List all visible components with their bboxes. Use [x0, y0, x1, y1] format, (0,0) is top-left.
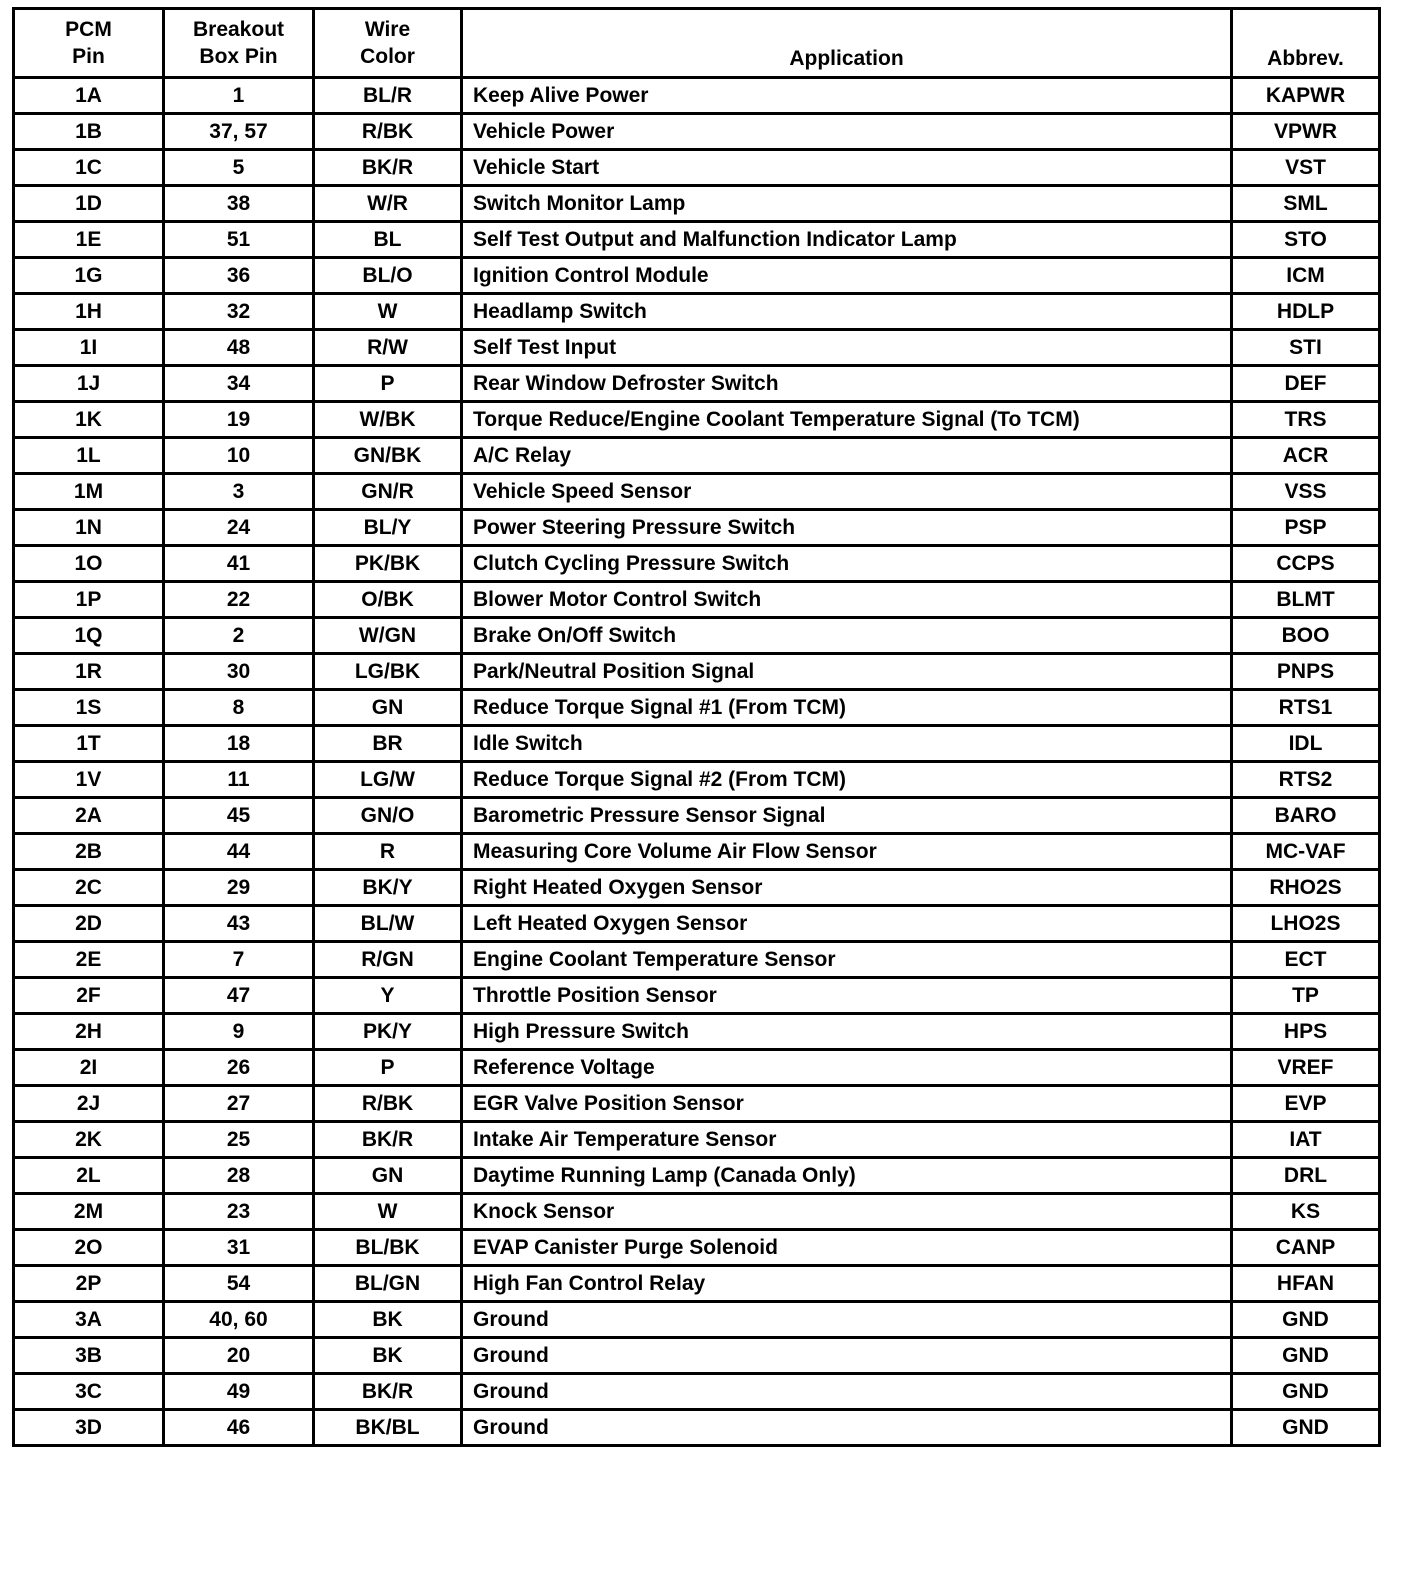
cell-breakout-box-pin: 1 — [164, 78, 314, 114]
table-row — [14, 366, 1380, 402]
cell-breakout-box-pin: 46 — [164, 1410, 314, 1446]
cell-application: EGR Valve Position Sensor — [462, 1086, 1232, 1122]
table-row — [14, 258, 1380, 294]
cell-breakout-box-pin: 32 — [164, 294, 314, 330]
cell-wire-color: W/BK — [314, 402, 462, 438]
table-row — [14, 762, 1380, 798]
header-pcm-pin — [14, 9, 164, 78]
header-wire-color-line1: Wire — [364, 18, 411, 41]
cell-application: Ground — [462, 1302, 1232, 1338]
cell-abbrev: ECT — [1232, 942, 1380, 978]
cell-application: Barometric Pressure Sensor Signal — [462, 798, 1232, 834]
cell-pcm-pin: 1O — [14, 546, 164, 582]
cell-breakout-box-pin: 7 — [164, 942, 314, 978]
cell-wire-color: BK/R — [314, 1122, 462, 1158]
cell-wire-color: P — [314, 1050, 462, 1086]
cell-application: Knock Sensor — [462, 1194, 1232, 1230]
cell-wire-color: BL/BK — [314, 1230, 462, 1266]
cell-breakout-box-pin: 51 — [164, 222, 314, 258]
cell-pcm-pin: 2I — [14, 1050, 164, 1086]
cell-abbrev: RHO2S — [1232, 870, 1380, 906]
cell-wire-color: BL/GN — [314, 1266, 462, 1302]
cell-breakout-box-pin: 25 — [164, 1122, 314, 1158]
table-row — [14, 1014, 1380, 1050]
cell-breakout-box-pin: 31 — [164, 1230, 314, 1266]
cell-abbrev: DRL — [1232, 1158, 1380, 1194]
cell-breakout-box-pin: 44 — [164, 834, 314, 870]
table-row — [14, 1050, 1380, 1086]
cell-pcm-pin: 2C — [14, 870, 164, 906]
cell-pcm-pin: 2H — [14, 1014, 164, 1050]
cell-breakout-box-pin: 38 — [164, 186, 314, 222]
cell-application: Ground — [462, 1410, 1232, 1446]
table-row — [14, 186, 1380, 222]
cell-breakout-box-pin: 47 — [164, 978, 314, 1014]
cell-pcm-pin: 3D — [14, 1410, 164, 1446]
cell-pcm-pin: 3C — [14, 1374, 164, 1410]
cell-abbrev: KS — [1232, 1194, 1380, 1230]
cell-wire-color: GN — [314, 1158, 462, 1194]
cell-application: Keep Alive Power — [462, 78, 1232, 114]
table-row — [14, 1338, 1380, 1374]
table-row — [14, 978, 1380, 1014]
cell-pcm-pin: 1V — [14, 762, 164, 798]
cell-wire-color: BK — [314, 1338, 462, 1374]
header-pcm-pin-line2: Pin — [72, 45, 105, 68]
cell-pcm-pin: 1N — [14, 510, 164, 546]
cell-abbrev: HDLP — [1232, 294, 1380, 330]
cell-application: Reduce Torque Signal #1 (From TCM) — [462, 690, 1232, 726]
cell-breakout-box-pin: 41 — [164, 546, 314, 582]
table-row — [14, 1266, 1380, 1302]
cell-breakout-box-pin: 28 — [164, 1158, 314, 1194]
cell-wire-color: BK/R — [314, 150, 462, 186]
cell-breakout-box-pin: 37, 57 — [164, 114, 314, 150]
cell-pcm-pin: 1H — [14, 294, 164, 330]
cell-wire-color: W/R — [314, 186, 462, 222]
cell-breakout-box-pin: 26 — [164, 1050, 314, 1086]
cell-breakout-box-pin: 45 — [164, 798, 314, 834]
cell-application: Ground — [462, 1338, 1232, 1374]
cell-wire-color: BK/BL — [314, 1410, 462, 1446]
cell-application: Reference Voltage — [462, 1050, 1232, 1086]
table-row — [14, 870, 1380, 906]
cell-abbrev: PNPS — [1232, 654, 1380, 690]
cell-pcm-pin: 2E — [14, 942, 164, 978]
cell-abbrev: GND — [1232, 1410, 1380, 1446]
table-row — [14, 474, 1380, 510]
cell-wire-color: BK/R — [314, 1374, 462, 1410]
cell-abbrev: ICM — [1232, 258, 1380, 294]
table-row — [14, 78, 1380, 114]
cell-application: Reduce Torque Signal #2 (From TCM) — [462, 762, 1232, 798]
cell-abbrev: CANP — [1232, 1230, 1380, 1266]
cell-abbrev: EVP — [1232, 1086, 1380, 1122]
cell-wire-color: O/BK — [314, 582, 462, 618]
cell-application: Ignition Control Module — [462, 258, 1232, 294]
cell-pcm-pin: 1P — [14, 582, 164, 618]
cell-pcm-pin: 2D — [14, 906, 164, 942]
table-row — [14, 330, 1380, 366]
cell-pcm-pin: 3B — [14, 1338, 164, 1374]
cell-pcm-pin: 1G — [14, 258, 164, 294]
cell-abbrev: VST — [1232, 150, 1380, 186]
cell-wire-color: BR — [314, 726, 462, 762]
cell-application: Daytime Running Lamp (Canada Only) — [462, 1158, 1232, 1194]
cell-abbrev: BOO — [1232, 618, 1380, 654]
cell-abbrev: BARO — [1232, 798, 1380, 834]
cell-wire-color: BL/W — [314, 906, 462, 942]
cell-wire-color: W — [314, 294, 462, 330]
header-pcm-pin-line1: PCM — [65, 18, 112, 41]
cell-breakout-box-pin: 8 — [164, 690, 314, 726]
cell-wire-color: BK — [314, 1302, 462, 1338]
table-row — [14, 294, 1380, 330]
cell-pcm-pin: 1S — [14, 690, 164, 726]
cell-pcm-pin: 2M — [14, 1194, 164, 1230]
cell-pcm-pin: 1R — [14, 654, 164, 690]
table-row — [14, 1374, 1380, 1410]
cell-breakout-box-pin: 3 — [164, 474, 314, 510]
cell-application: Park/Neutral Position Signal — [462, 654, 1232, 690]
cell-breakout-box-pin: 49 — [164, 1374, 314, 1410]
header-breakout-box-pin — [164, 9, 314, 78]
cell-abbrev: STO — [1232, 222, 1380, 258]
cell-pcm-pin: 3A — [14, 1302, 164, 1338]
table-row — [14, 1302, 1380, 1338]
cell-application: Blower Motor Control Switch — [462, 582, 1232, 618]
cell-pcm-pin: 2P — [14, 1266, 164, 1302]
cell-application: Vehicle Start — [462, 150, 1232, 186]
cell-application: Right Heated Oxygen Sensor — [462, 870, 1232, 906]
cell-wire-color: R/BK — [314, 1086, 462, 1122]
cell-abbrev: STI — [1232, 330, 1380, 366]
table-row — [14, 618, 1380, 654]
cell-wire-color: R — [314, 834, 462, 870]
cell-wire-color: Y — [314, 978, 462, 1014]
cell-breakout-box-pin: 19 — [164, 402, 314, 438]
cell-application: Idle Switch — [462, 726, 1232, 762]
table-row — [14, 402, 1380, 438]
cell-application: Clutch Cycling Pressure Switch — [462, 546, 1232, 582]
cell-breakout-box-pin: 40, 60 — [164, 1302, 314, 1338]
table-row — [14, 546, 1380, 582]
table-row — [14, 906, 1380, 942]
cell-application: A/C Relay — [462, 438, 1232, 474]
cell-breakout-box-pin: 30 — [164, 654, 314, 690]
cell-pcm-pin: 2F — [14, 978, 164, 1014]
cell-pcm-pin: 1Q — [14, 618, 164, 654]
cell-wire-color: P — [314, 366, 462, 402]
cell-abbrev: RTS1 — [1232, 690, 1380, 726]
cell-breakout-box-pin: 9 — [164, 1014, 314, 1050]
cell-pcm-pin: 1M — [14, 474, 164, 510]
cell-application: Headlamp Switch — [462, 294, 1232, 330]
cell-pcm-pin: 1L — [14, 438, 164, 474]
cell-pcm-pin: 2L — [14, 1158, 164, 1194]
cell-breakout-box-pin: 54 — [164, 1266, 314, 1302]
cell-abbrev: GND — [1232, 1302, 1380, 1338]
cell-wire-color: BL/Y — [314, 510, 462, 546]
pcm-pinout-table-container — [12, 7, 1378, 1447]
cell-abbrev: ACR — [1232, 438, 1380, 474]
table-row — [14, 942, 1380, 978]
cell-wire-color: W — [314, 1194, 462, 1230]
table-row — [14, 726, 1380, 762]
cell-abbrev: PSP — [1232, 510, 1380, 546]
cell-pcm-pin: 1K — [14, 402, 164, 438]
cell-breakout-box-pin: 10 — [164, 438, 314, 474]
table-row — [14, 1410, 1380, 1446]
cell-abbrev: HFAN — [1232, 1266, 1380, 1302]
table-row — [14, 438, 1380, 474]
table-row — [14, 114, 1380, 150]
cell-wire-color: PK/Y — [314, 1014, 462, 1050]
pcm-pinout-table — [12, 7, 1381, 1447]
cell-pcm-pin: 1C — [14, 150, 164, 186]
cell-breakout-box-pin: 24 — [164, 510, 314, 546]
table-row — [14, 582, 1380, 618]
cell-wire-color: R/BK — [314, 114, 462, 150]
cell-wire-color: GN/O — [314, 798, 462, 834]
cell-application: Engine Coolant Temperature Sensor — [462, 942, 1232, 978]
cell-abbrev: BLMT — [1232, 582, 1380, 618]
cell-abbrev: VPWR — [1232, 114, 1380, 150]
table-row — [14, 1158, 1380, 1194]
cell-abbrev: IAT — [1232, 1122, 1380, 1158]
cell-wire-color: W/GN — [314, 618, 462, 654]
cell-breakout-box-pin: 11 — [164, 762, 314, 798]
cell-abbrev: TP — [1232, 978, 1380, 1014]
table-body — [14, 78, 1380, 1446]
cell-breakout-box-pin: 18 — [164, 726, 314, 762]
cell-application: Measuring Core Volume Air Flow Sensor — [462, 834, 1232, 870]
cell-wire-color: R/GN — [314, 942, 462, 978]
cell-pcm-pin: 2J — [14, 1086, 164, 1122]
cell-pcm-pin: 2B — [14, 834, 164, 870]
table-row — [14, 690, 1380, 726]
cell-breakout-box-pin: 29 — [164, 870, 314, 906]
cell-abbrev: GND — [1232, 1374, 1380, 1410]
table-row — [14, 654, 1380, 690]
table-row — [14, 222, 1380, 258]
cell-abbrev: LHO2S — [1232, 906, 1380, 942]
cell-application: Self Test Input — [462, 330, 1232, 366]
cell-abbrev: SML — [1232, 186, 1380, 222]
table-row — [14, 1194, 1380, 1230]
cell-application: High Pressure Switch — [462, 1014, 1232, 1050]
cell-breakout-box-pin: 34 — [164, 366, 314, 402]
cell-breakout-box-pin: 2 — [164, 618, 314, 654]
table-row — [14, 150, 1380, 186]
cell-pcm-pin: 2O — [14, 1230, 164, 1266]
cell-abbrev: HPS — [1232, 1014, 1380, 1050]
table-row — [14, 798, 1380, 834]
cell-wire-color: GN/BK — [314, 438, 462, 474]
cell-application: Left Heated Oxygen Sensor — [462, 906, 1232, 942]
cell-pcm-pin: 1J — [14, 366, 164, 402]
cell-abbrev: IDL — [1232, 726, 1380, 762]
cell-breakout-box-pin: 27 — [164, 1086, 314, 1122]
cell-application: Torque Reduce/Engine Coolant Temperature Signal (To TCM) — [462, 402, 1232, 438]
cell-application: Vehicle Power — [462, 114, 1232, 150]
cell-abbrev: VREF — [1232, 1050, 1380, 1086]
table-row — [14, 510, 1380, 546]
cell-wire-color: GN — [314, 690, 462, 726]
cell-pcm-pin: 1A — [14, 78, 164, 114]
cell-abbrev: MC-VAF — [1232, 834, 1380, 870]
cell-wire-color: R/W — [314, 330, 462, 366]
cell-application: Vehicle Speed Sensor — [462, 474, 1232, 510]
header-application: Application — [462, 9, 1232, 78]
cell-pcm-pin: 1B — [14, 114, 164, 150]
cell-abbrev: VSS — [1232, 474, 1380, 510]
cell-abbrev: KAPWR — [1232, 78, 1380, 114]
cell-wire-color: BL — [314, 222, 462, 258]
cell-pcm-pin: 1T — [14, 726, 164, 762]
table-row — [14, 1230, 1380, 1266]
header-wire-color-line2: Color — [360, 45, 415, 68]
cell-application: Switch Monitor Lamp — [462, 186, 1232, 222]
header-abbrev: Abbrev. — [1232, 9, 1380, 78]
cell-pcm-pin: 1E — [14, 222, 164, 258]
table-row — [14, 834, 1380, 870]
cell-application: Ground — [462, 1374, 1232, 1410]
cell-pcm-pin: 2A — [14, 798, 164, 834]
cell-abbrev: DEF — [1232, 366, 1380, 402]
cell-application: Throttle Position Sensor — [462, 978, 1232, 1014]
cell-application: Intake Air Temperature Sensor — [462, 1122, 1232, 1158]
cell-pcm-pin: 1D — [14, 186, 164, 222]
cell-abbrev: RTS2 — [1232, 762, 1380, 798]
cell-abbrev: GND — [1232, 1338, 1380, 1374]
cell-wire-color: BL/O — [314, 258, 462, 294]
cell-pcm-pin: 2K — [14, 1122, 164, 1158]
cell-breakout-box-pin: 48 — [164, 330, 314, 366]
cell-wire-color: BL/R — [314, 78, 462, 114]
header-breakout-line2: Box Pin — [199, 45, 278, 68]
header-breakout-line1: Breakout — [192, 18, 285, 41]
cell-application: High Fan Control Relay — [462, 1266, 1232, 1302]
cell-breakout-box-pin: 36 — [164, 258, 314, 294]
header-wire-color — [314, 9, 462, 78]
cell-wire-color: LG/W — [314, 762, 462, 798]
cell-breakout-box-pin: 43 — [164, 906, 314, 942]
cell-application: Rear Window Defroster Switch — [462, 366, 1232, 402]
cell-wire-color: PK/BK — [314, 546, 462, 582]
cell-application: Self Test Output and Malfunction Indicator Lamp — [462, 222, 1232, 258]
cell-application: Power Steering Pressure Switch — [462, 510, 1232, 546]
cell-breakout-box-pin: 22 — [164, 582, 314, 618]
cell-application: Brake On/Off Switch — [462, 618, 1232, 654]
cell-abbrev: TRS — [1232, 402, 1380, 438]
cell-wire-color: LG/BK — [314, 654, 462, 690]
cell-breakout-box-pin: 20 — [164, 1338, 314, 1374]
cell-wire-color: BK/Y — [314, 870, 462, 906]
cell-wire-color: GN/R — [314, 474, 462, 510]
table-row — [14, 1086, 1380, 1122]
table-header-row — [14, 9, 1380, 78]
cell-pcm-pin: 1I — [14, 330, 164, 366]
table-row — [14, 1122, 1380, 1158]
cell-application: EVAP Canister Purge Solenoid — [462, 1230, 1232, 1266]
cell-breakout-box-pin: 5 — [164, 150, 314, 186]
cell-breakout-box-pin: 23 — [164, 1194, 314, 1230]
cell-abbrev: CCPS — [1232, 546, 1380, 582]
